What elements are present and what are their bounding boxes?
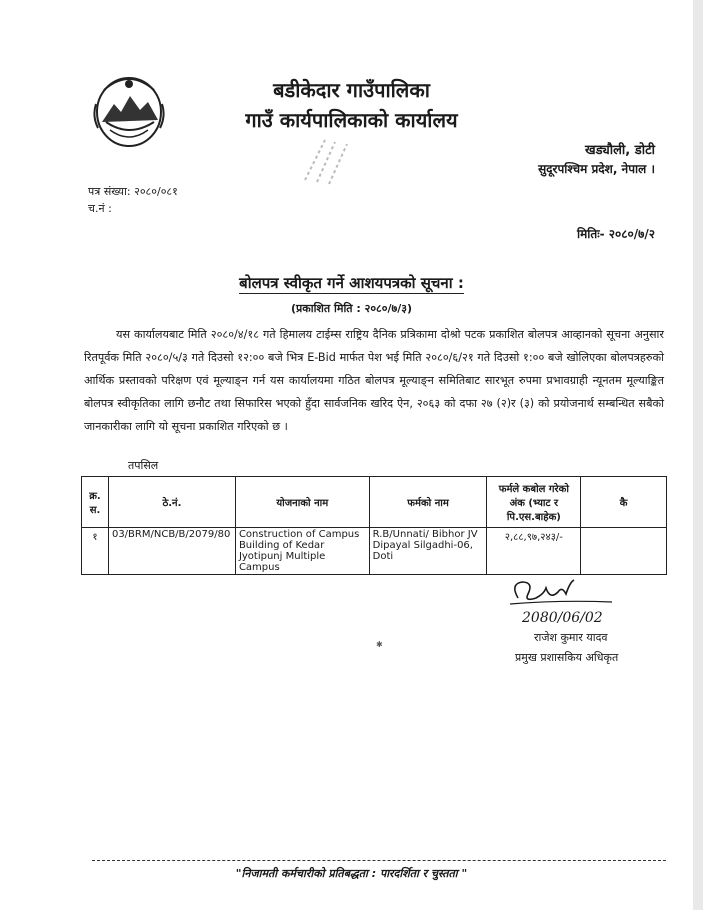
- details-label: तपसिल: [128, 459, 159, 472]
- signature-date: 2080/06/02: [522, 610, 603, 626]
- table-row: [82, 528, 667, 575]
- dispatch-number: च.नं :: [88, 202, 112, 215]
- published-date: (प्रकाशित मिति : २०८०/७/३): [291, 302, 412, 315]
- office-name: बडीकेदार गाउँपालिका: [273, 78, 430, 102]
- col-header-project-name: योजनाको नाम: [235, 477, 369, 528]
- award-table: [81, 476, 667, 575]
- faint-stamp-mark: [295, 130, 365, 190]
- footer-divider: [92, 860, 666, 861]
- letter-date: मितिः- २०८०/७/२: [576, 227, 655, 241]
- speck-mark: ✱: [376, 640, 383, 649]
- cell-sn: १: [82, 528, 109, 575]
- col-header-bid-amount: फर्मले कबोल गरेको अंक (भ्याट र पि.एस.बाहेक): [487, 477, 581, 528]
- address-line-2: सुदूरपश्चिम प्रदेश, नेपाल ।: [538, 162, 655, 176]
- col-header-firm-name: फर्मको नाम: [369, 477, 487, 528]
- cell-firm-name: R.B/Unnati/ Bibhor JV Dipayal Silgadhi-06, Doti: [369, 528, 487, 575]
- scan-edge: [693, 0, 703, 910]
- signatory-name: राजेश कुमार यादव: [534, 631, 608, 644]
- address-line-1: खड्यौली, डोटी: [584, 143, 655, 158]
- handwritten-signature: [500, 578, 635, 633]
- office-subtitle: गाउँ कार्यपालिकाको कार्यालय: [245, 108, 458, 132]
- notice-body: यस कार्यालयबाट मिति २०८०/४/१८ गते हिमालय टाईम्स राष्ट्रिय दैनिक प्रत्रिकामा दोश्रो पटक प्रकाशित बोलपत्र आव्हानको सूचना अनुसार रितपूर्वक मिति २०८०/५/३ गते दिउसो १२:०० बजे भित्र E-Bid मार्फत पेश भई मिति २०८०/६/२१ गते दिउसो १:०० बजे खोलिएका बोलपत्रहरुको आर्थिक प्रस्तावको परिक्षण एवं मूल्याङ्न गर्न यस कार्यालयमा गठित बोलपत्र मूल्याङ्न समितिबाट सारभूत रुपमा प्रभावग्राही न्यूनतम मूल्याङ्कित बोलपत्र स्वीकृतिका लागि छनौट तथा सिफारिस भएको हुँदा सार्वजनिक खरिद ऐन, २०६३ को दफा २७ (२)र (३) को प्रयोजनार्थ सम्बन्धित सबैको जानकारीका लागि यो सूचना प्रकाशित गरिएको छ ।: [84, 328, 664, 433]
- cell-project-name: Construction of Campus Building of Kedar Jyotipunj Multiple Campus: [235, 528, 369, 575]
- letter-number: पत्र संख्या: २०८०/०८१: [88, 185, 178, 198]
- col-header-remarks: कै: [581, 477, 667, 528]
- cell-bid-amount: २,८८,९७,२४३/-: [487, 528, 581, 575]
- table-header-row: [82, 477, 667, 528]
- col-header-sn: क्र. स.: [82, 477, 109, 528]
- notice-title-text: बोलपत्र स्वीकृत गर्ने आशयपत्रको सूचना :: [239, 274, 464, 292]
- col-header-contract-no: ठे.नं.: [108, 477, 235, 528]
- cell-contract-no: 03/BRM/NCB/B/2079/80: [108, 528, 235, 575]
- footer-motto: "निजामती कर्मचारीको प्रतिबद्धता : पारदर्शिता र चुस्तता ": [235, 867, 468, 880]
- signatory-role: प्रमुख प्रशासकिय अधिकृत: [515, 651, 619, 664]
- cell-remarks: [581, 528, 667, 575]
- notice-title: [0, 273, 703, 293]
